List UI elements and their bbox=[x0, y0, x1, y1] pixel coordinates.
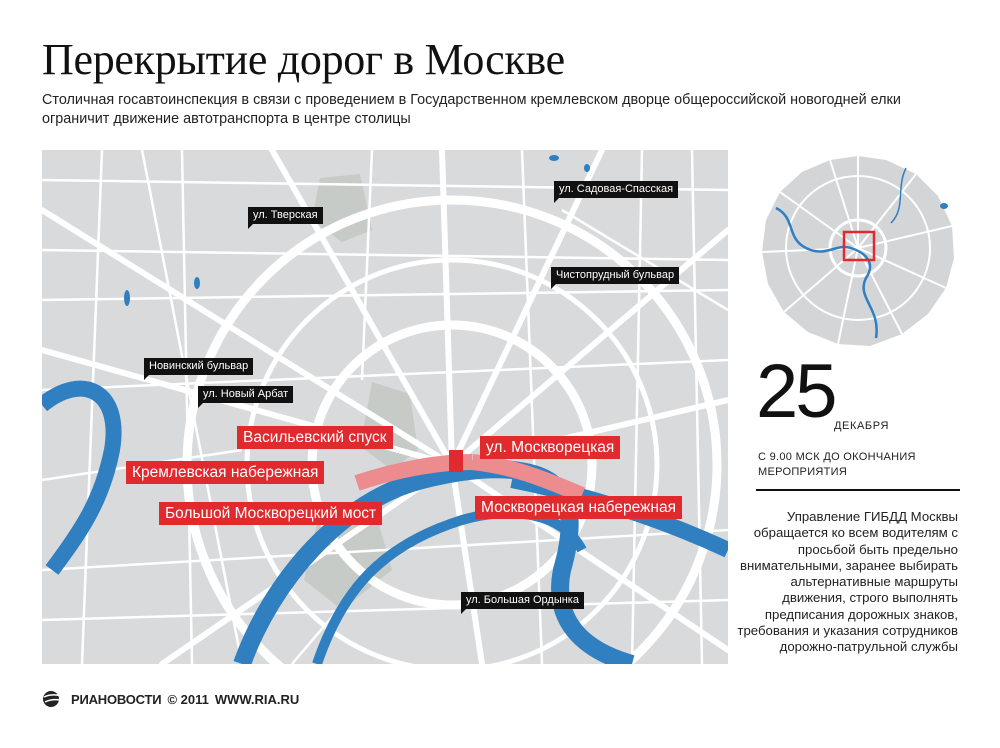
label-tverskaya: ул. Тверская bbox=[248, 207, 323, 224]
moscow-overview-inset bbox=[756, 148, 960, 352]
closure-kremlevskaya-embankment: Кремлевская набережная bbox=[126, 461, 324, 484]
label-novy-arbat: ул. Новый Арбат bbox=[198, 386, 293, 403]
ria-brand: РИАНОВОСТИ bbox=[71, 691, 162, 707]
label-sadovaya-spasskaya: ул. Садовая-Спасская bbox=[554, 181, 678, 198]
divider bbox=[756, 489, 960, 491]
moscow-center-map[interactable] bbox=[42, 150, 728, 664]
ria-url[interactable]: WWW.RIA.RU bbox=[214, 691, 300, 707]
ria-logo bbox=[42, 690, 161, 708]
label-novinsky: Новинский бульвар bbox=[144, 358, 253, 375]
closure-bolshoy-moskvoretsky-bridge: Большой Москворецкий мост bbox=[159, 502, 382, 525]
closure-moskvoretskaya-embankment: Москворецкая набережная bbox=[475, 496, 682, 519]
closure-vasilyevsky-spusk: Васильевский спуск bbox=[237, 426, 393, 449]
traffic-police-notice: Управление ГИБДД Москвы обращается ко всем водителям с просьбой быть предельно внимательными, заранее выбирать альтернативные маршруты движения, строго выполнять предписания дорожных знаков, требования и указания сотрудников дорожно-патрульной службы bbox=[737, 509, 958, 655]
footer bbox=[42, 690, 299, 708]
event-month: ДЕКАБРЯ bbox=[834, 420, 889, 432]
page-subtitle: Столичная госавтоинспекция в связи с проведением в Государственном кремлевском дворце общероссийской новогодней елки ограничит движение автотранспорта в центре столицы bbox=[42, 92, 901, 127]
overview-map-icon bbox=[756, 148, 960, 352]
closure-moskvoretskaya-street: ул. Москворецкая bbox=[480, 436, 620, 459]
event-time-note: С 9.00 МСК ДО ОКОНЧАНИЯ МЕРОПРИЯТИЯ bbox=[758, 451, 916, 478]
page-title: Перекрытие дорог в Москве bbox=[42, 35, 565, 84]
ria-globe-icon bbox=[42, 690, 68, 708]
label-chistoprudny: Чистопрудный бульвар bbox=[551, 267, 679, 284]
event-day: 25 bbox=[756, 349, 835, 434]
label-bolshaya-ordynka: ул. Большая Ордынка bbox=[461, 592, 584, 609]
copyright: © 2011 bbox=[167, 691, 209, 707]
map-canvas bbox=[42, 150, 728, 664]
